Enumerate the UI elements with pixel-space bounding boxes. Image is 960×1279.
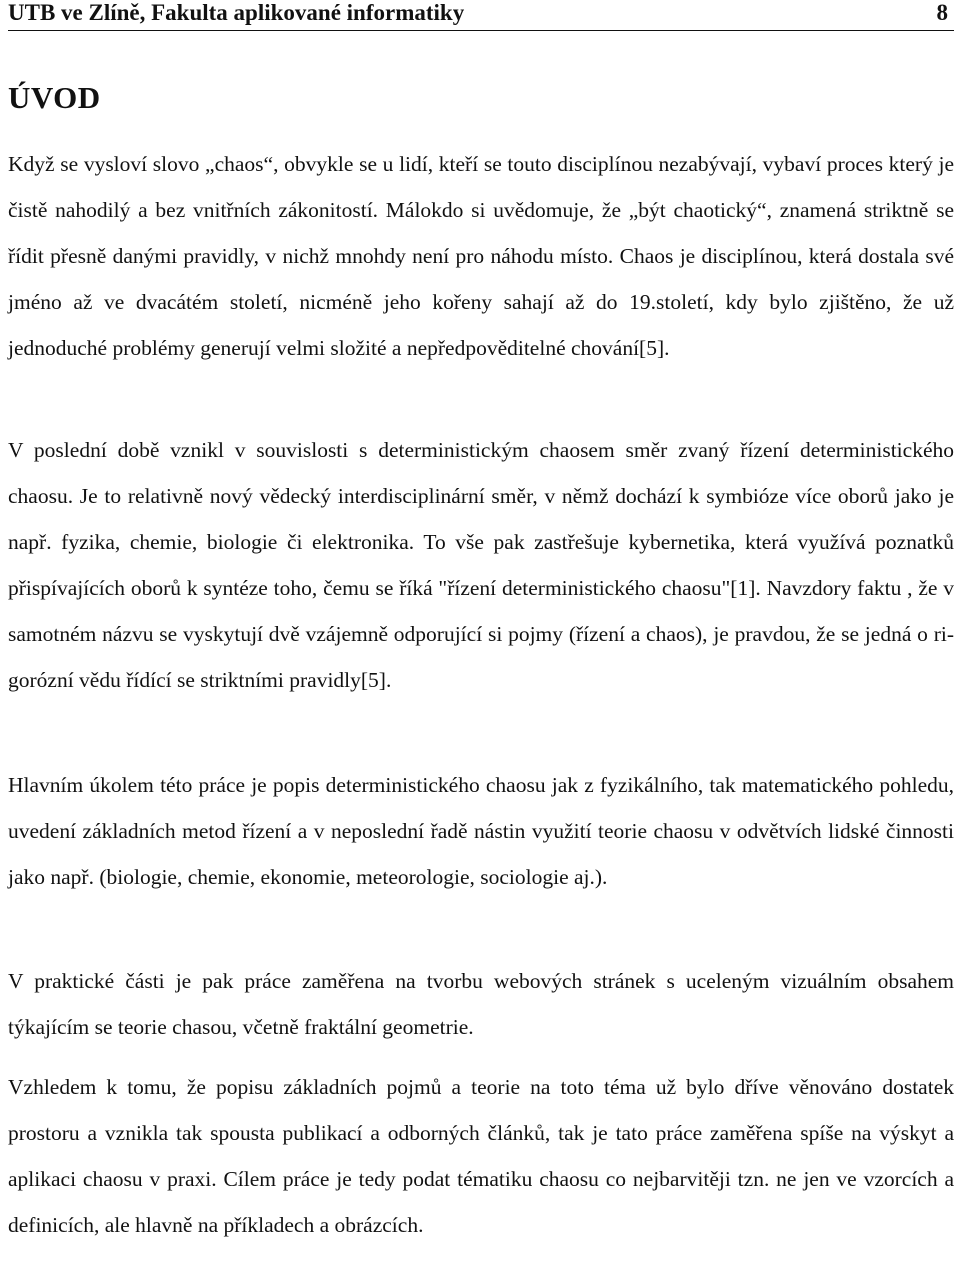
paragraph-control-of-chaos: V poslední době vznikl v souvislosti s deterministickým chaosem směr zvaný řízení deterministického chaosu. Je to relativně nový vědecký interdisciplinární směr, v němž dochází k symbióze více oborů jako je např. fyzika, chemie, biologie či elektronika. To vše pak zastřešuje kybernetika, která využívá poznatků přispívajících oborů k syntéze toho, čemu se říká "řízení deterministického chaosu"[1]. Navzdory faktu , že v samotném názvu se vyskytují dvě vzájemně odporující si pojmy (řízení a chaos), je pravdou, že se jedná o rigorózní vědu řídící se striktními pravidly[5]. <box>8 438 954 692</box>
page-number: 8 <box>936 0 948 25</box>
header-title: UTB ve Zlíně, Fakulta aplikované informatiky <box>8 0 465 25</box>
paragraph-intro: Když se vysloví slovo „chaos“, obvykle se u lidí, kteří se touto disciplínou nezabývají, vybaví proces který je čistě nahodilý a bez vnitřních zákonitostí. Málokdo si uvědomuje, že „být chaotický“, znamená striktně se řídit přesně danými pravidly, v nichž mnohdy není pro náhodu místo. Chaos je disciplínou, která dostala své jméno až ve dvacátém století, nicméně jeho kořeny sahají až do 19.století, kdy bylo zjištěno, že už jednoduché problémy generují velmi složité a nepředpověditelné chování[5]. <box>8 152 954 360</box>
paragraph-main-goal: Hlavním úkolem této práce je popis deterministického chaosu jak z fyzikálního, tak matematického pohledu, uvedení základních metod řízení a v neposlední řadě nástin využití teorie chaosu v odvětvích lidské činnosti jako např. (biologie, chemie, ekonomie, meteorologie, sociologie aj.). <box>8 773 954 889</box>
running-header <box>8 0 954 31</box>
paragraph-aim: Vzhledem k tomu, že popisu základních pojmů a teorie na toto téma už bylo dříve věnováno dostatek prostoru a vznikla tak spousta publikací a odborných článků, tak je tato práce zaměřena spíše na výskyt a aplikaci chaosu v praxi. Cílem práce je tedy podat tématiku chaosu co nejbarvitěji tzn. ne jen ve vzorcích a definicích, ale hlavně na příkladech a obrázcích. <box>8 1075 954 1237</box>
paragraph-practical-part: V praktické části je pak práce zaměřena na tvorbu webových stránek s uceleným vizuálním obsahem týkajícím se teorie chasou, včetně fraktální geometrie. <box>8 969 954 1039</box>
section-heading: ÚVOD <box>8 80 101 115</box>
